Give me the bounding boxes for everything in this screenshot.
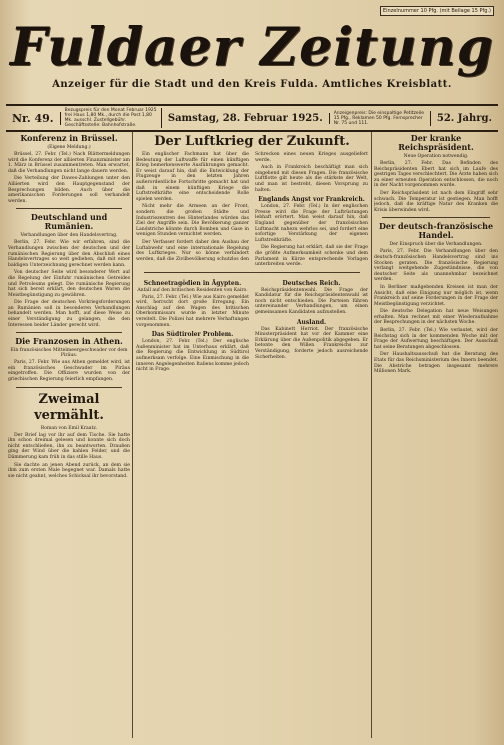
article-paragraph: Auch in Frankreich beschäftigt man sich eingehend mit diesen Fragen. Die französische Luftflotte gilt heute als die stärkste der Welt, und man ist bestrebt, diesen Vorsprung zu halten. xyxy=(255,165,368,193)
article-paragraph: London, 27. Febr. (Tel.) Der englische Außenminister hat im Unterhaus erklärt, daß die Regierung die Entwicklung in Südtirol aufmerksam verfolge. Eine Einmischung in die inneren Angelegenheiten Italiens komme jedoch nicht in Frage. xyxy=(136,339,249,373)
info-bar xyxy=(6,104,498,132)
issue-date: Samstag, 28. Februar 1925. xyxy=(162,113,330,124)
article-paragraph: London, 27. Febr. (Tel.) In der englischen Presse wird die Frage der Luftrüstungen lebhaft erörtert. Man weist darauf hin, daß England gegenüber der französischen Luftmacht nahezu wehrlos sei, und fordert eine sofortige Verstärkung der eigenen Luftstreitkräfte. xyxy=(255,204,368,243)
article-subhead: Anfall auf den britischen Residenten von Kairo. xyxy=(137,287,248,293)
lead-article-body xyxy=(136,152,368,268)
newspaper-title: Fuldaer Zeitung xyxy=(10,17,494,78)
section-headline: Deutsches Reich. xyxy=(282,279,341,287)
article-paragraph: Berlin, 27. Febr. (Tel.) Wie verlautet, wird der Reichstag sich in der kommenden Woche mit der Frage der Aufwertung beschäftigen. Der Ausschuß hat seine Beratungen abgeschlossen. xyxy=(374,328,498,350)
article-paragraph: Paris, 27. Febr. Wie aus Athen gemeldet wird, ist ein französisches Geschwader im Piräus eingetroffen. Die Offiziere wurden von der griechischen Regierung feierlich empfangen. xyxy=(8,360,130,383)
article-headline: Englands Angst vor Frankreich. xyxy=(258,196,365,204)
article-paragraph: Paris, 27. Febr. Die Verhandlungen über den deutsch-französischen Handelsvertrag sind ins Stocken geraten. Die französische Regierung verlangt weitgehende Zugeständnisse, die von deutscher Seite als unannehmbar bezeichnet werden. xyxy=(374,249,498,283)
price-note: Einzelnummer 10 Pfg. (mit Beilage 15 Pfg.) xyxy=(380,6,494,16)
article-paragraph: Die Verteilung der Dawes-Zahlungen unter den Alliierten wird den Hauptgegenstand der Besprechungen bilden. Auch über die amerikanischen Forderungen soll verhandelt werden. xyxy=(8,176,130,204)
article-paragraph: Berlin, 27. Febr. Wie wir erfahren, sind die Verhandlungen zwischen der deutschen und der rumänischen Regierung über den Abschluß eines Handelsvertrages so weit gediehen, daß mit einer baldigen Unterzeichnung gerechnet werden kann. xyxy=(8,240,130,268)
advertising-info: Anzeigenpreis: Die einspaltige Petitzeile 15 Pfg., Reklamen 50 Pfg. Fernsprecher Nr. 75 und 111. xyxy=(330,111,431,126)
article-paragraph: Paris, 27. Febr. (Tel.) Wie aus Kairo gemeldet wird, herrscht dort große Erregung. Ein Anschlag auf den Wagen des britischen Oberkommissars wurde in letzter Minute vereitelt. Die Polizei hat mehrere Verhaftungen vorgenommen. xyxy=(136,294,249,328)
column-right xyxy=(374,132,498,740)
article-subhead: Neue Operation notwendig. xyxy=(403,154,469,159)
article-divider xyxy=(16,387,122,388)
article-headline: Der kranke Reichspräsident. xyxy=(398,133,474,152)
article-paragraph: Reichspräsidentenwahl. Die Frage der Kandidatur für die Reichspräsidentenwahl ist noch nicht entschieden. Die Parteien führen untereinander Verhandlungen, um einen gemeinsamen Kandidaten aufzustellen. xyxy=(255,287,368,316)
subscription-info: Bezugspreis für den Monat Februar 1925 frei Haus 1,80 Mk., durch die Post 1,80 Mk. ausschl. Zustellgebühr. Geschäftsstelle: Bahnhofstraße. xyxy=(61,108,162,128)
newspaper-subtitle: Anzeiger für die Stadt und den Kreis Fulda. Amtliches Kreisblatt. xyxy=(52,79,452,90)
article-paragraph: Sie dachte an jenen Abend zurück, an dem sie ihm zum ersten Male begegnet war. Damals hatte sie nicht geahnt, welches Schicksal ihr bevorstand. xyxy=(8,462,130,479)
lower-articles xyxy=(136,277,368,375)
article-subhead: Verhandlungen über den Handelsvertrag. xyxy=(20,233,118,239)
article-subhead: Der Einspruch über die Verhandlungen. xyxy=(389,242,483,248)
lower-right-articles xyxy=(255,277,368,375)
article-divider xyxy=(144,272,360,273)
article-paragraph: Der Verfasser fordert daher den Ausbau der Luftabwehr und eine internationale Regelung des Luftkrieges. Nur so könne verhindert werden, daß die Zivilbevölkerung schutzlos den Schrecken eines neuen Krieges ausgeliefert werde. xyxy=(136,152,368,262)
column-center xyxy=(136,132,368,740)
masthead xyxy=(6,4,498,96)
article-subhead: Ein französisches Mittelmeergeschwader vor dem Piräus. xyxy=(10,348,128,359)
volume-number: 52. Jahrg. xyxy=(436,112,492,124)
article-divider xyxy=(16,332,122,333)
article-paragraph: Brüssel, 27. Febr. (Tel.) Nach Blättermeldungen wird die Konferenz der alliierten Finanzminister am 1. März in Brüssel zusammentreten. Man erwartet, daß die Verhandlungen nicht lange dauern werden. xyxy=(8,152,130,174)
article-headline: Die Franzosen in Athen. xyxy=(15,336,123,347)
article-paragraph: Berlin, 27. Febr. Das Befinden des Reichspräsidenten Ebert hat sich im Laufe des gestrigen Tages verschlechtert. Die Ärzte haben sich zu einer erneuten Operation entschlossen, die noch in der Nacht vorgenommen wurde. xyxy=(374,161,498,189)
serial-novel-title: Zweimal vermählt. xyxy=(34,391,104,423)
article-headline: Schneetragödien in Ägypten. xyxy=(143,279,242,287)
article-paragraph: In Berliner maßgebenden Kreisen ist man der Ansicht, daß eine Einigung nur möglich ist, wenn Frankreich auf seine Forderungen in der Frage der Meistbegünstigung verzichtet. xyxy=(374,284,498,307)
article-headline: Konferenz in Brüssel. xyxy=(20,133,118,143)
article-paragraph: Die Frage der deutschen Vorkriegsforderungen an Rumänien soll in besonderen Verhandlungen behandelt werden. Man hofft, auf diese Weise zu einer Verständigung zu gelangen, die den Interessen beider Länder gerecht wird. xyxy=(8,300,130,328)
issue-number: Nr. 49. xyxy=(6,112,61,125)
column-rule xyxy=(371,132,372,738)
column-rule xyxy=(132,132,133,738)
section-headline: Ausland. xyxy=(296,318,327,326)
lower-left-articles xyxy=(136,277,249,375)
article-paragraph: Der Reichspräsident ist nach dem Eingriff sehr schwach. Die Temperatur ist gestiegen. Man hofft jedoch, daß die kräftige Natur des Kranken die Krisis überwinden wird. xyxy=(374,190,498,213)
article-paragraph: Nicht mehr die Armeen an der Front, sondern die großen Städte und Industriezentren des Hinterlandes würden das Ziel der Angriffe sein. Die Bevölkerung ganzer Landstriche könnte durch Bomben und Gase in wenigen Stunden vernichtet werden. xyxy=(136,204,249,238)
serial-novel-author: Roman von Emil Kraatz. xyxy=(40,425,98,431)
article-divider xyxy=(16,208,122,209)
article-paragraph: Das Kabinett Herriot. Der französische Ministerpräsident hat vor der Kammer eine Erklärung über die Außenpolitik abgegeben. Er betonte den Willen Frankreichs zur Verständigung, forderte jedoch ausreichende Sicherheiten. xyxy=(255,326,368,360)
article-headline: Deutschland und Rumänien. xyxy=(30,212,108,232)
article-paragraph: Ein englischer Fachmann hat über die Bedeutung der Luftwaffe für einen künftigen Krieg bemerkenswerte Ausführungen gemacht. Er weist darauf hin, daß die Entwicklung der Flugzeuge in den letzten Jahren außerordentliche Fortschritte gemacht hat und daß in einem künftigen Kriege die Luftstreitkräfte eine entscheidende Rolle spielen werden. xyxy=(136,152,249,202)
column-left xyxy=(8,132,130,740)
lead-headline: Der Luftkrieg der Zukunft. xyxy=(154,134,350,149)
article-paragraph: Der Haushaltsausschuß hat die Beratung des Etats für das Reichsministerium des Innern beendet. Die Abstriche betragen insgesamt mehrere Millionen Mark. xyxy=(374,352,498,375)
article-headline: Das Südtiroler Problem. xyxy=(151,331,234,339)
article-headline: Der deutsch-französische Handel. xyxy=(378,221,494,241)
article-paragraph: Die Regierung hat erklärt, daß sie der Frage die größte Aufmerksamkeit schenke und dem Parlament in Kürze entsprechende Vorlagen unterbreiten werde. xyxy=(255,245,368,268)
article-paragraph: Der Brief lag vor ihr auf dem Tische. Sie hatte ihn schon dreimal gelesen und konnte sich doch nicht entschließen, ihn zu beantworten. Draußen ging der Wind über die kahlen Felder, und die Dämmerung kam früh in das stille Haus. xyxy=(8,432,130,460)
article-divider xyxy=(382,217,490,218)
article-paragraph: Von deutscher Seite wird besonderer Wert auf die Regelung der Einfuhr rumänischen Getreides und Petroleums gelegt. Die rumänische Regierung hat sich bereit erklärt, den deutschen Waren die Meistbegünstigung zu gewähren. xyxy=(8,270,130,298)
article-paragraph: Die deutsche Delegation hat neue Weisungen erhalten. Man rechnet mit einer Wiederaufnahme der Besprechungen in der nächsten Woche. xyxy=(374,309,498,326)
article-subhead: (Eigene Meldung.) xyxy=(47,145,91,150)
